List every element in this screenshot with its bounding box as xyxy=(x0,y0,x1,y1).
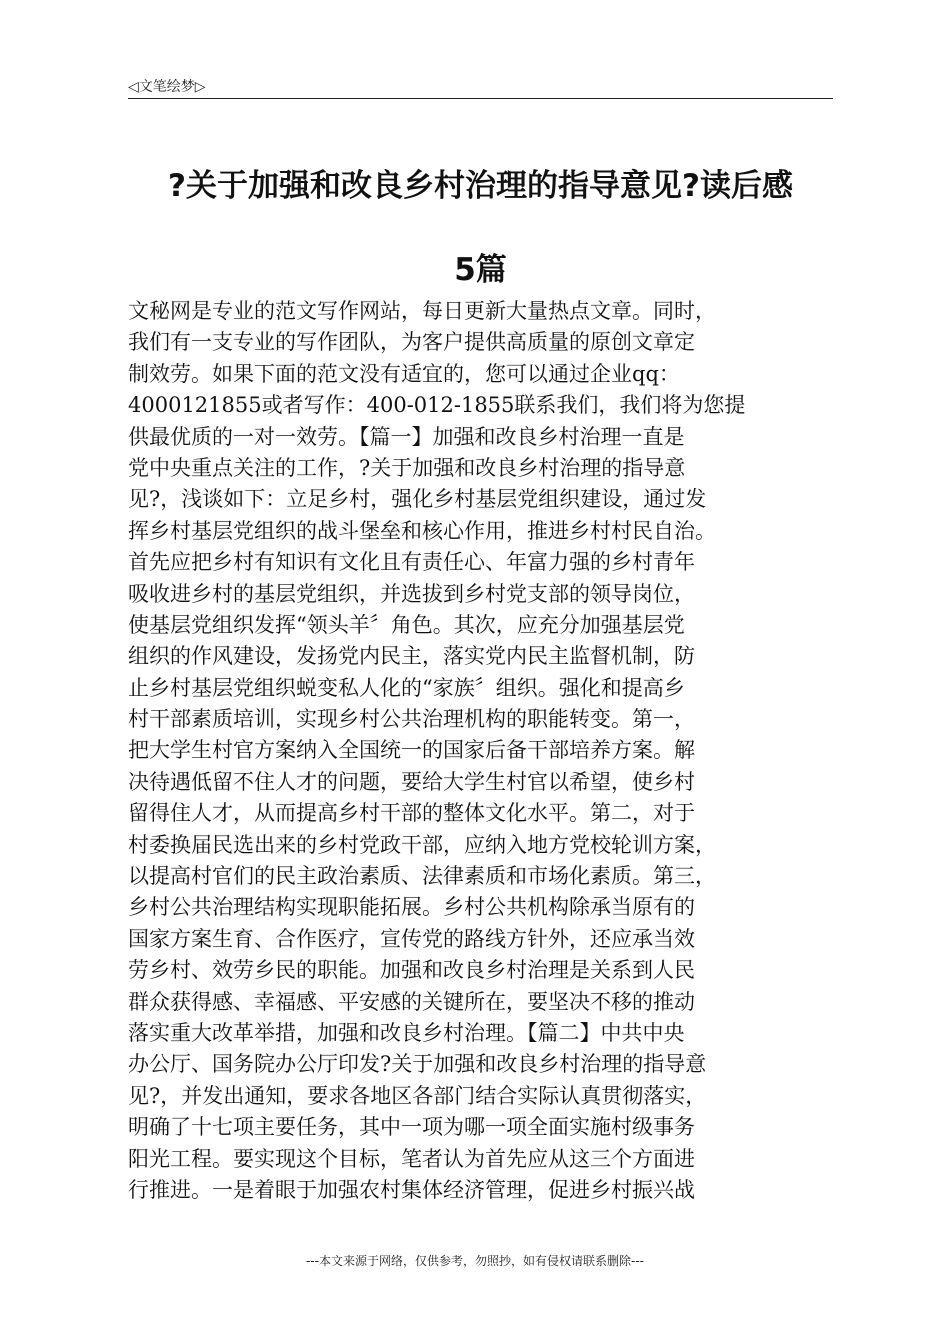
body-line: 组织的作风建设，发扬党内民主，落实党内民主监督机制，防 xyxy=(128,644,695,669)
page-footer: ---本文来源于网络，仅供参考，勿照抄，如有侵权请联系删除--- xyxy=(306,1254,644,1268)
header-label: ◁文笔绘梦▷ xyxy=(128,79,206,95)
body-line: 村干部素质培训，实现乡村公共治理机构的职能转变。第一， xyxy=(128,707,695,732)
document-body xyxy=(128,296,833,1206)
body-line: 劳乡村、效劳乡民的职能。加强和改良乡村治理是关系到人民 xyxy=(128,958,695,983)
body-line: 行推进。一是着眼于加强农村集体经济管理，促进乡村振兴战 xyxy=(128,1177,695,1202)
document-title-line-2: 5篇 xyxy=(454,252,507,288)
body-line: 见?，并发出通知，要求各地区各部门结合实际认真贯彻落实， xyxy=(128,1083,707,1108)
body-line: 党中央重点关注的工作，?关于加强和改良乡村治理的指导意 xyxy=(128,455,686,480)
body-line: 阳光工程。要实现这个目标，笔者认为首先应从这三个方面进 xyxy=(128,1146,695,1171)
page-header xyxy=(128,74,833,99)
body-line: 挥乡村基层党组织的战斗堡垒和核心作用，推进乡村村民自治。 xyxy=(128,518,716,543)
body-line: 把大学生村官方案纳入全国统一的国家后备干部培养方案。解 xyxy=(128,738,695,763)
body-line: 供最优质的一对一效劳。【篇一】加强和改良乡村治理一直是 xyxy=(128,424,685,449)
body-line: 我们有一支专业的写作团队，为客户提供高质量的原创文章定 xyxy=(128,330,695,355)
body-line: 村委换届民选出来的乡村党政干部，应纳入地方党校轮训方案， xyxy=(128,832,716,857)
body-line: 文秘网是专业的范文写作网站，每日更新大量热点文章。同时， xyxy=(128,299,716,323)
body-line: 明确了十七项主要任务，其中一项为哪一项全面实施村级事务 xyxy=(128,1115,695,1140)
body-line: 见?，浅谈如下：立足乡村，强化乡村基层党组织建设，通过发 xyxy=(128,487,707,512)
body-line: 使基层党组织发挥“领头羊〞角色。其次，应充分加强基层党 xyxy=(128,612,685,637)
body-line: 落实重大改革举措，加强和改良乡村治理。【篇二】中共中央 xyxy=(128,1020,685,1045)
body-line: 办公厅、国务院办公厅印发?关于加强和改良乡村治理的指导意 xyxy=(128,1052,707,1077)
body-line: 留得住人才，从而提高乡村干部的整体文化水平。第二，对于 xyxy=(128,801,695,826)
body-line: 乡村公共治理结构实现职能拓展。乡村公共机构除承当原有的 xyxy=(128,895,695,920)
body-line: 首先应把乡村有知识有文化且有责任心、年富力强的乡村青年 xyxy=(128,550,695,575)
body-line: 群众获得感、幸福感、平安感的关键所在，要坚决不移的推动 xyxy=(128,989,695,1014)
body-line: 国家方案生育、合作医疗，宣传党的路线方针外，还应承当效 xyxy=(128,926,695,951)
body-line: 制效劳。如果下面的范文没有适宜的，您可以通过企业qq： xyxy=(128,361,680,386)
document-title-line-1: ?关于加强和改良乡村治理的指导意见?读后感 xyxy=(168,168,793,204)
body-line: 4000121855或者写作：400-012-1855联系我们，我们将为您提 xyxy=(128,393,746,418)
body-line: 止乡村基层党组织蜕变私人化的“家族〞组织。强化和提高乡 xyxy=(128,675,685,700)
body-line: 决待遇低留不住人才的问题，要给大学生村官以希望，使乡村 xyxy=(128,769,695,794)
body-line: 以提高村官们的民主政治素质、法律素质和市场化素质。第三， xyxy=(128,864,716,889)
body-line: 吸收进乡村的基层党组织，并选拔到乡村党支部的领导岗位， xyxy=(128,581,695,606)
